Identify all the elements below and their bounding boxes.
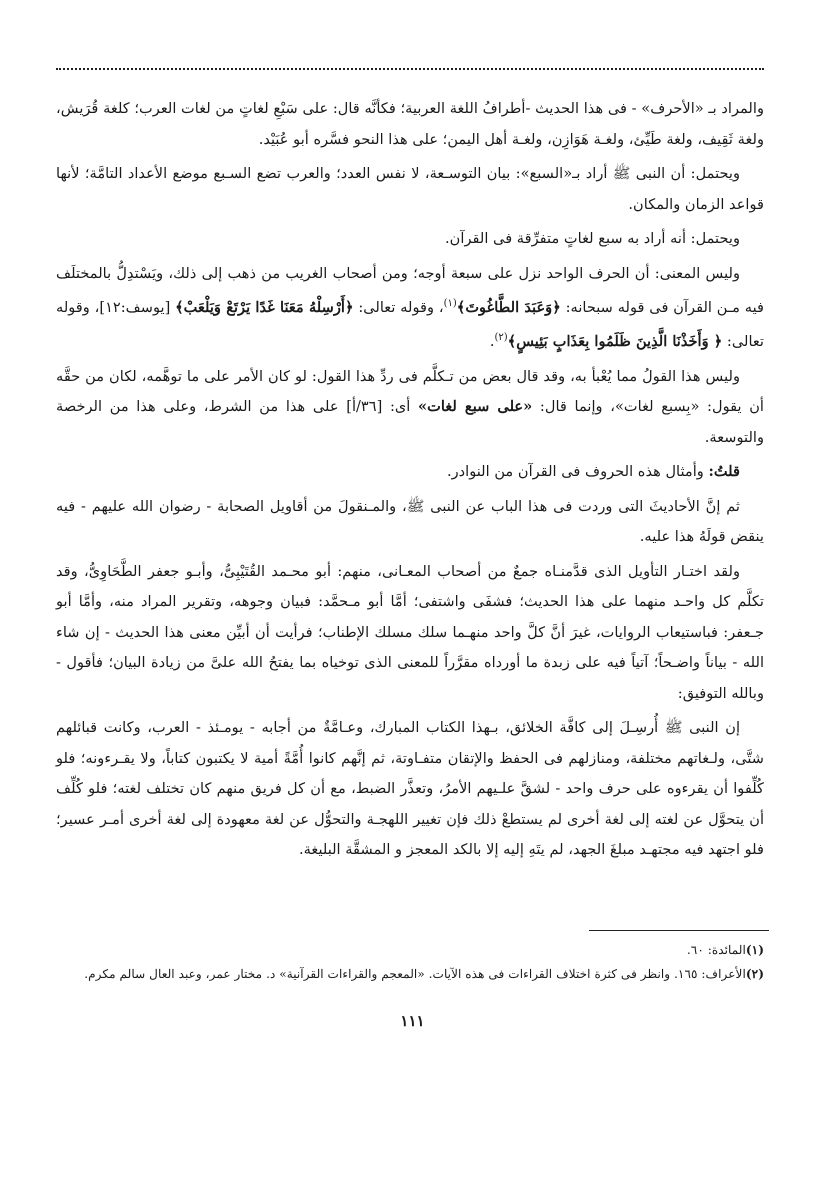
paragraph-5-text-before: وليس هذا القولُ مما يُعْبأ به، وقد قال بعض من تـكلَّم فى ردِّ هذا القول: لو كان الأمر على ما توهَّمه، لكان من حقَّه أن يقول: «بِسبع لغات»، وإنما قال: <box>56 367 764 416</box>
footnote-ref-2: (٢) <box>494 332 508 344</box>
footnote-1-number: (١) <box>745 943 764 957</box>
footnote-separator <box>589 930 769 931</box>
quran-verse-3: ﴿ وَأَخَذْنَا الَّذِينَ ظَلَمُوا بِعَذَابٍ بَئِيسٍ﴾ <box>507 333 723 351</box>
footnote-1-text: المائدة: ٦٠. <box>686 943 746 957</box>
main-body-text <box>56 94 764 870</box>
paragraph-6-lead: قلتُ: <box>708 463 740 481</box>
paragraph-5-bold-quote: «على سبع لغات» <box>418 398 533 416</box>
header-dotted-rule <box>56 68 764 70</box>
paragraph-1: والمراد بـ «الأحرف» - فى هذا الحديث -أطرافُ اللغة العربية؛ فكأنَّه قال: على سَبْعِ لغاتٍ من لغات العرب؛ كلغة قُرَيش، ولغة ثَقِيف، ولغة طَيِّئ، ولغـة هَوَازِن، ولغـة أهل اليمن؛ على هذا النحو فسَّره أبو عُبَيْد. <box>56 100 764 148</box>
footnote-2 <box>56 962 764 986</box>
footnotes <box>56 938 764 986</box>
paragraph-2: ويحتمل: أن النبى ﷺ أراد بـ«السبع»: بيان التوسـعة، لا نفس العدد؛ والعرب تضع السـبع موضع الأعداد التامَّة؛ لأنها قواعد الزمان والمكان. <box>56 165 764 213</box>
paragraph-6 <box>56 457 764 488</box>
paragraph-7: ثم إنَّ الأحاديثَ التى وردت فى هذا الباب عن النبى ﷺ، والمـنقولَ من أقاويل الصحابة - رضوان الله عليهم - فيه ينقض قولَهُ هذا عليه. <box>56 497 764 546</box>
paragraph-4-text-after: . <box>489 333 495 351</box>
paragraph-4-text-before: وليس المعنى: أن الحرف الواحد نزل على سبعة أوجه؛ ومن أصحاب الغريب من ذهب إلى ذلك، ويَسْتدِلُّ بالمختلَف فيه مـن القرآن فى قوله سبحانه: <box>56 264 764 316</box>
footnote-2-text: الأعراف: ١٦٥. وانظر فى كثرة اختلاف القراءات فى هذه الآيات. «المعجم والقراءات القرآنية» د. مختار عمر، وعبد العال سالم مكرم. <box>84 967 746 981</box>
paragraph-9: إن النبى ﷺ أُرسِـلَ إلى كافَّة الخلائق، بـهذا الكتاب المبارك، وعـامَّةٌ من أجابه - يومـئذ - العرب، وكانت قبائلهم شتَّى، ولـغاتهم مختلفة، ومنازلهم فى الحفظ والإتقان متفـاوتة، ثم إنَّهم كانوا أُمَّةً أمية لا يكتبون كتاباً، ولا يقـرءونه؛ فلو كُلِّفوا أن يقرءوه على حرف واحد - لشقَّ علـيهم الأمرُ، وتعذَّر الضبط، مع أن كل فريق منهم كان تختلف لغته؛ فلو كُلِّف أن يتحوَّل عن لغته إلى لغة أخرى لم يستطعْ ذلك فإن تغيير اللهجـة والتحوُّل عن لغة معهودة إلى لغة أخرى أمـر عسير؛ فلو اجتهد فيه مجتهـد مبلغَ الجهد، لم يتَهِ إليه إلا بالكد المعجز و المشقَّة البليغة. <box>56 719 764 859</box>
footnote-1 <box>56 938 764 962</box>
paragraph-4-text-middle-1: ، وقوله تعالى: <box>353 298 444 316</box>
paragraph-5 <box>56 362 764 454</box>
paragraph-8: ولقد اختـار التأويل الذى قدَّمنـاه جمعٌ من أصحاب المعـانى، منهم: أبو محـمد القُتَيْبِىُّ، وأبـو جعفر الطَّحَاوِىُّ، وقد تكلَّم كل واحـد منهما على هذا الحديث؛ فشفَى واشتفى؛ أمَّا أبو مـحمَّد: فبيان وجوهه، وتقرير المراد منه، وأمَّا أبو جـعفر: فباستيعاب الروايات، غيرَ أنَّ كلَّ واحد منهـما سلك مسلك الإطناب؛ فرأيت أن أبيِّن معنى هذا الحديث - إن شاء الله - بياناً واضـحاً؛ آتياً فيه على زبدة ما أورداه مقرَّراً للمعنى الذى توخياه بما يفتحُ الله علىَّ من زيادة البيان؛ فأقول - وبالله التوفيق: <box>56 562 764 702</box>
paragraph-4 <box>56 259 764 358</box>
paragraph-5-text-after: أى: [٣٦/أ] على هذا من الشرط، وعلى هذا من الرخصة والتوسعة. <box>56 398 764 446</box>
footnote-2-number: (٢) <box>745 967 764 981</box>
quran-verse-1: ﴿وَعَبَدَ الطَّاغُوتَ﴾ <box>456 298 561 316</box>
paragraph-6-text: وأمثال هذه الحروف فى القرآن من النوادر. <box>447 463 709 481</box>
paragraph-4-text-middle-2: [يوسف:١٢]، وقوله تعالى: <box>56 298 764 351</box>
footnote-ref-1: (١) <box>443 298 457 309</box>
quran-verse-2: ﴿أَرْسِلْهُ مَعَنَا غَدًا يَرْتَعْ وَيَلْعَبْ﴾ <box>175 298 354 316</box>
paragraph-3: ويحتمل: أنه أراد به سبع لغاتٍ متفرِّقة فى القرآن. <box>445 230 740 247</box>
page-number: ١١١ <box>400 1012 425 1030</box>
